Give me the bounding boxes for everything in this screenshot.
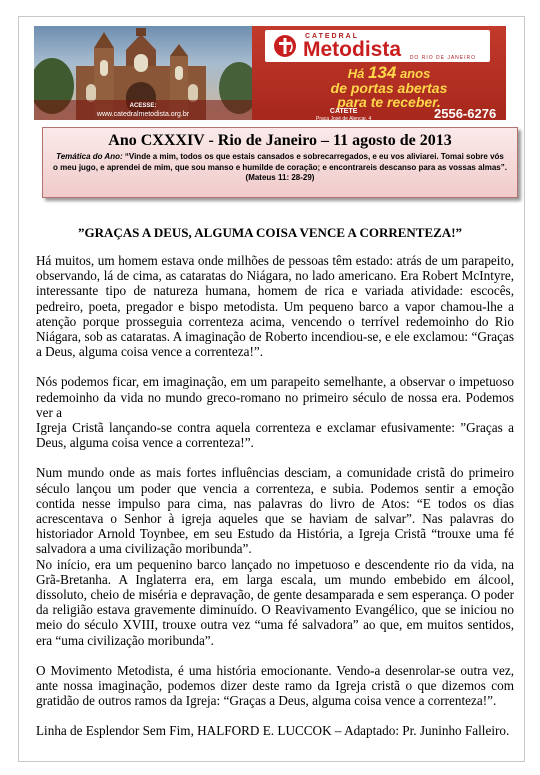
access-url: www.catedralmetodista.org.br (96, 111, 190, 118)
cross-flame-icon (273, 34, 297, 58)
church-logo (265, 30, 490, 62)
access-block (34, 100, 252, 120)
logo-name: Metodista (303, 38, 402, 61)
slogan-number: 134 (367, 63, 397, 82)
article-headline: ”GRAÇAS A DEUS, ALGUMA COISA VENCE A CORRENTEZA!” (77, 225, 463, 240)
location-block (316, 108, 371, 120)
access-label: ACESSE: (129, 103, 157, 109)
slogan-suffix: anos (399, 66, 431, 81)
location-address: Praça José de Alencar, 4 (316, 116, 372, 120)
article-body (36, 253, 514, 754)
phone-number: 2556-6276 (434, 106, 497, 120)
banner-slogan (280, 63, 498, 110)
paragraph: Nós podemos ficar, em imaginação, em um parapeito semelhante, a observar o impetuoso redemoinho da vida no mundo greco-romano no primeiro século de nossa era. Podemos ver a (36, 374, 514, 420)
cathedral-photo (34, 26, 252, 120)
paragraph: Num mundo onde as mais fortes influências desciam, a comunidade cristã do primeiro século lançou um poder que vencia a correnteza, e subia. Podemos sentir a emoção contida nesse impulso para cima, nas palavras do livro de Atos: “E todos os dias acrescentava o Senhor à igreja aqueles que se haviam de salvar”. Nas palavras do historiador Arnold Toynbee, em seu Estudo da História, a Igreja Cristã “trouxe uma fé salvadora a uma civilização moribunda”. (36, 465, 514, 557)
theme-text: “Vinde a mim, todos os que estais cansados e sobrecarregados, e eu vos aliviarei. Tomai sobre vós o meu jugo, e aprendei de mim, que sou manso e humilde de coração; e encontrareis descanso para as vossas almas”. (Mateus 11: 28-29) (53, 152, 507, 182)
article-credit: Linha de Esplendor Sem Fim, HALFORD E. LUCCOK – Adaptado: Pr. Juninho Falleiro. (36, 723, 510, 739)
logo-subtitle: DO RIO DE JANEIRO (409, 55, 476, 61)
paragraph: O Movimento Metodista, é uma história emocionante. Vendo-a desenrolar-se outra vez, ante nossa imaginação, podemos dizer deste ramo da Igreja cristã o que dizemos com gratidão de outros ramos da Igreja: “Graças a Deus, alguma coisa vence a correnteza!”. (36, 662, 514, 709)
bulletin-header (42, 127, 518, 198)
paragraph: No início, era um pequenino barco lançado no impetuoso e descendente rio da vida, na Grã-Bretanha. A Inglaterra era, em larga escala, um mundo embebido em álcool, dissoluto, cheio de miséria e depravação, de gente desamparada e sem esperança. O poder da religião estava gravemente diminuído. O Reavivamento Evangélico, que se iniciou no meio do século XVIII, trouxe outra vez “uma fé salvadora” ao que, em muitos sentidos, era “uma civilização moribunda”. (36, 556, 514, 648)
paragraph: Igreja Cristã lançando-se contra aquela correnteza e exclamar efusivamente: ”Graças a Deus, alguma coisa vence a correnteza!”. (36, 420, 514, 451)
slogan-line-2: de portas abertas (330, 80, 448, 96)
bulletin-title: Ano CXXXIV - Rio de Janeiro – 11 agosto de 2013 (108, 132, 452, 149)
church-banner (34, 26, 506, 120)
slogan-prefix: Há (347, 66, 365, 81)
location-name: CATETE (329, 108, 358, 115)
slogan-line-3: para te receber. (337, 94, 441, 110)
logo-top-text: CATEDRAL (305, 33, 359, 40)
theme-block (53, 152, 507, 184)
theme-label: Temática do Ano: (56, 152, 123, 161)
paragraph: Há muitos, um homem estava onde milhões de pessoas têm estado: atrás de um parapeito, observando, lá de cima, as cataratas do Niágara, no lado americano. Era Robert McIntyre, interessante tipo de natureza humana, homem de rica e variada atividade: escocês, pedreiro, poeta, pregador e bispo metodista. Um pequeno barco a vapor chamou-lhe a atenção porque prosseguia correnteza acima, vencendo o terrível redemoinho do Rio Niágara, sob as cataratas. A imaginação de Roberto incendiou-se, e ele exclamou: “Graças a Deus, alguma coisa vence a correnteza!”. (36, 253, 514, 360)
